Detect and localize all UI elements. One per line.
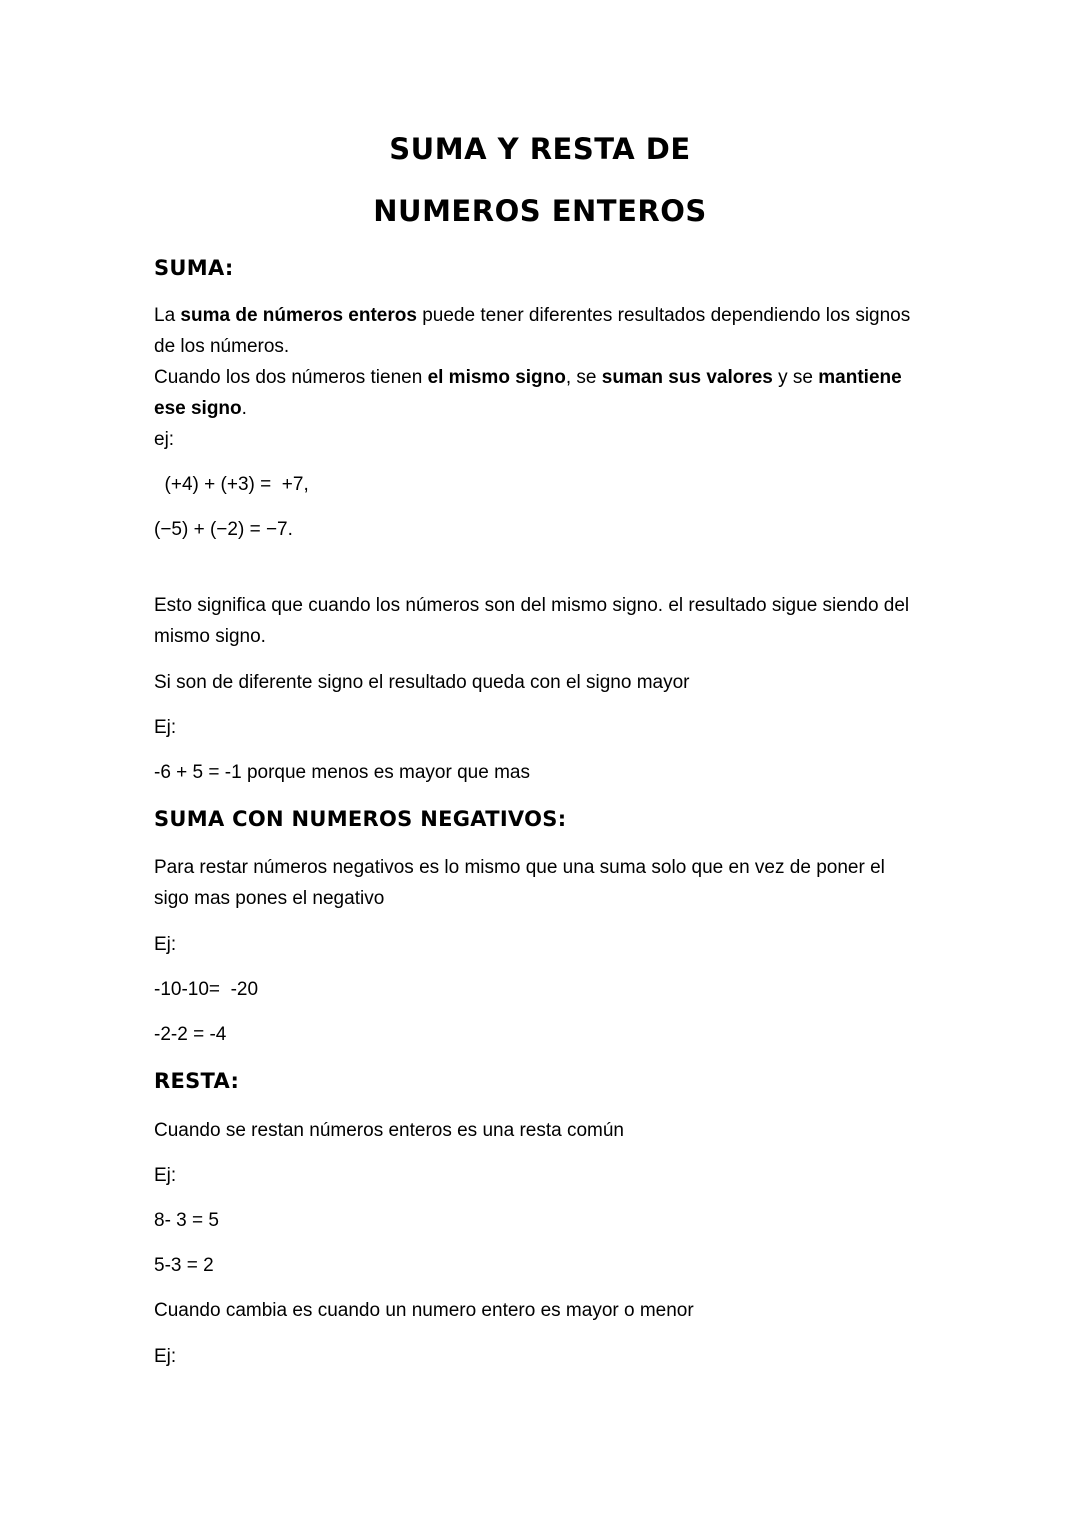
bold-text-run: suma de números enteros <box>180 305 417 326</box>
suma-example-label-2: Ej: <box>154 717 177 738</box>
text-run: . <box>241 397 247 419</box>
text-run: , se <box>565 367 602 388</box>
resta-paragraph: Cuando se restan números enteros es una resta común <box>154 1120 624 1141</box>
negativos-paragraph: Para restar números negativos es lo mismo que una suma solo que en vez de poner el sigo mas pones el negativo <box>154 857 885 909</box>
suma-example-2: (−5) + (−2) = −7. <box>154 519 293 540</box>
resta-example-1: 8- 3 = 5 <box>154 1210 219 1231</box>
title-line-1: SUMA Y RESTA DE <box>389 132 691 166</box>
suma-example-3: -6 + 5 = -1 porque menos es mayor que mas <box>154 762 530 783</box>
text-run: y se <box>772 367 819 388</box>
negativos-example-label: Ej: <box>154 934 177 955</box>
heading-suma: SUMA: <box>154 256 234 280</box>
bold-text-run: suman sus valores <box>601 367 773 388</box>
suma-example-1: (+4) + (+3) = +7, <box>154 474 309 495</box>
suma-different-sign: Si son de diferente signo el resultado queda con el signo mayor <box>154 672 690 693</box>
text-run: Cuando los dos números tienen <box>154 367 428 388</box>
bold-text-run: el mismo signo <box>427 367 566 388</box>
resta-change-text: Cuando cambia es cuando un numero entero es mayor o menor <box>154 1300 694 1321</box>
heading-resta: RESTA: <box>154 1069 240 1093</box>
title-line-2: NUMEROS ENTEROS <box>373 194 707 228</box>
bold-text-run: mantiene ese signo <box>154 367 902 419</box>
suma-meaning-paragraph: Esto significa que cuando los números son del mismo signo. el resultado sigue siendo del mismo signo. <box>154 595 910 647</box>
negativos-example-1: -10-10= -20 <box>154 979 259 1000</box>
suma-rule-paragraph <box>154 363 924 424</box>
resta-example-2: 5-3 = 2 <box>154 1255 214 1276</box>
text-run: puede tener diferentes resultados dependiendo los signos de los números. <box>154 305 911 357</box>
resta-example-label-2: Ej: <box>154 1346 177 1367</box>
heading-negativos: SUMA CON NUMEROS NEGATIVOS: <box>154 807 567 831</box>
text-run: La <box>154 305 181 326</box>
resta-example-label: Ej: <box>154 1165 177 1186</box>
suma-example-label: ej: <box>154 429 175 450</box>
suma-intro-paragraph <box>154 301 924 362</box>
negativos-example-2: -2-2 = -4 <box>154 1024 227 1045</box>
